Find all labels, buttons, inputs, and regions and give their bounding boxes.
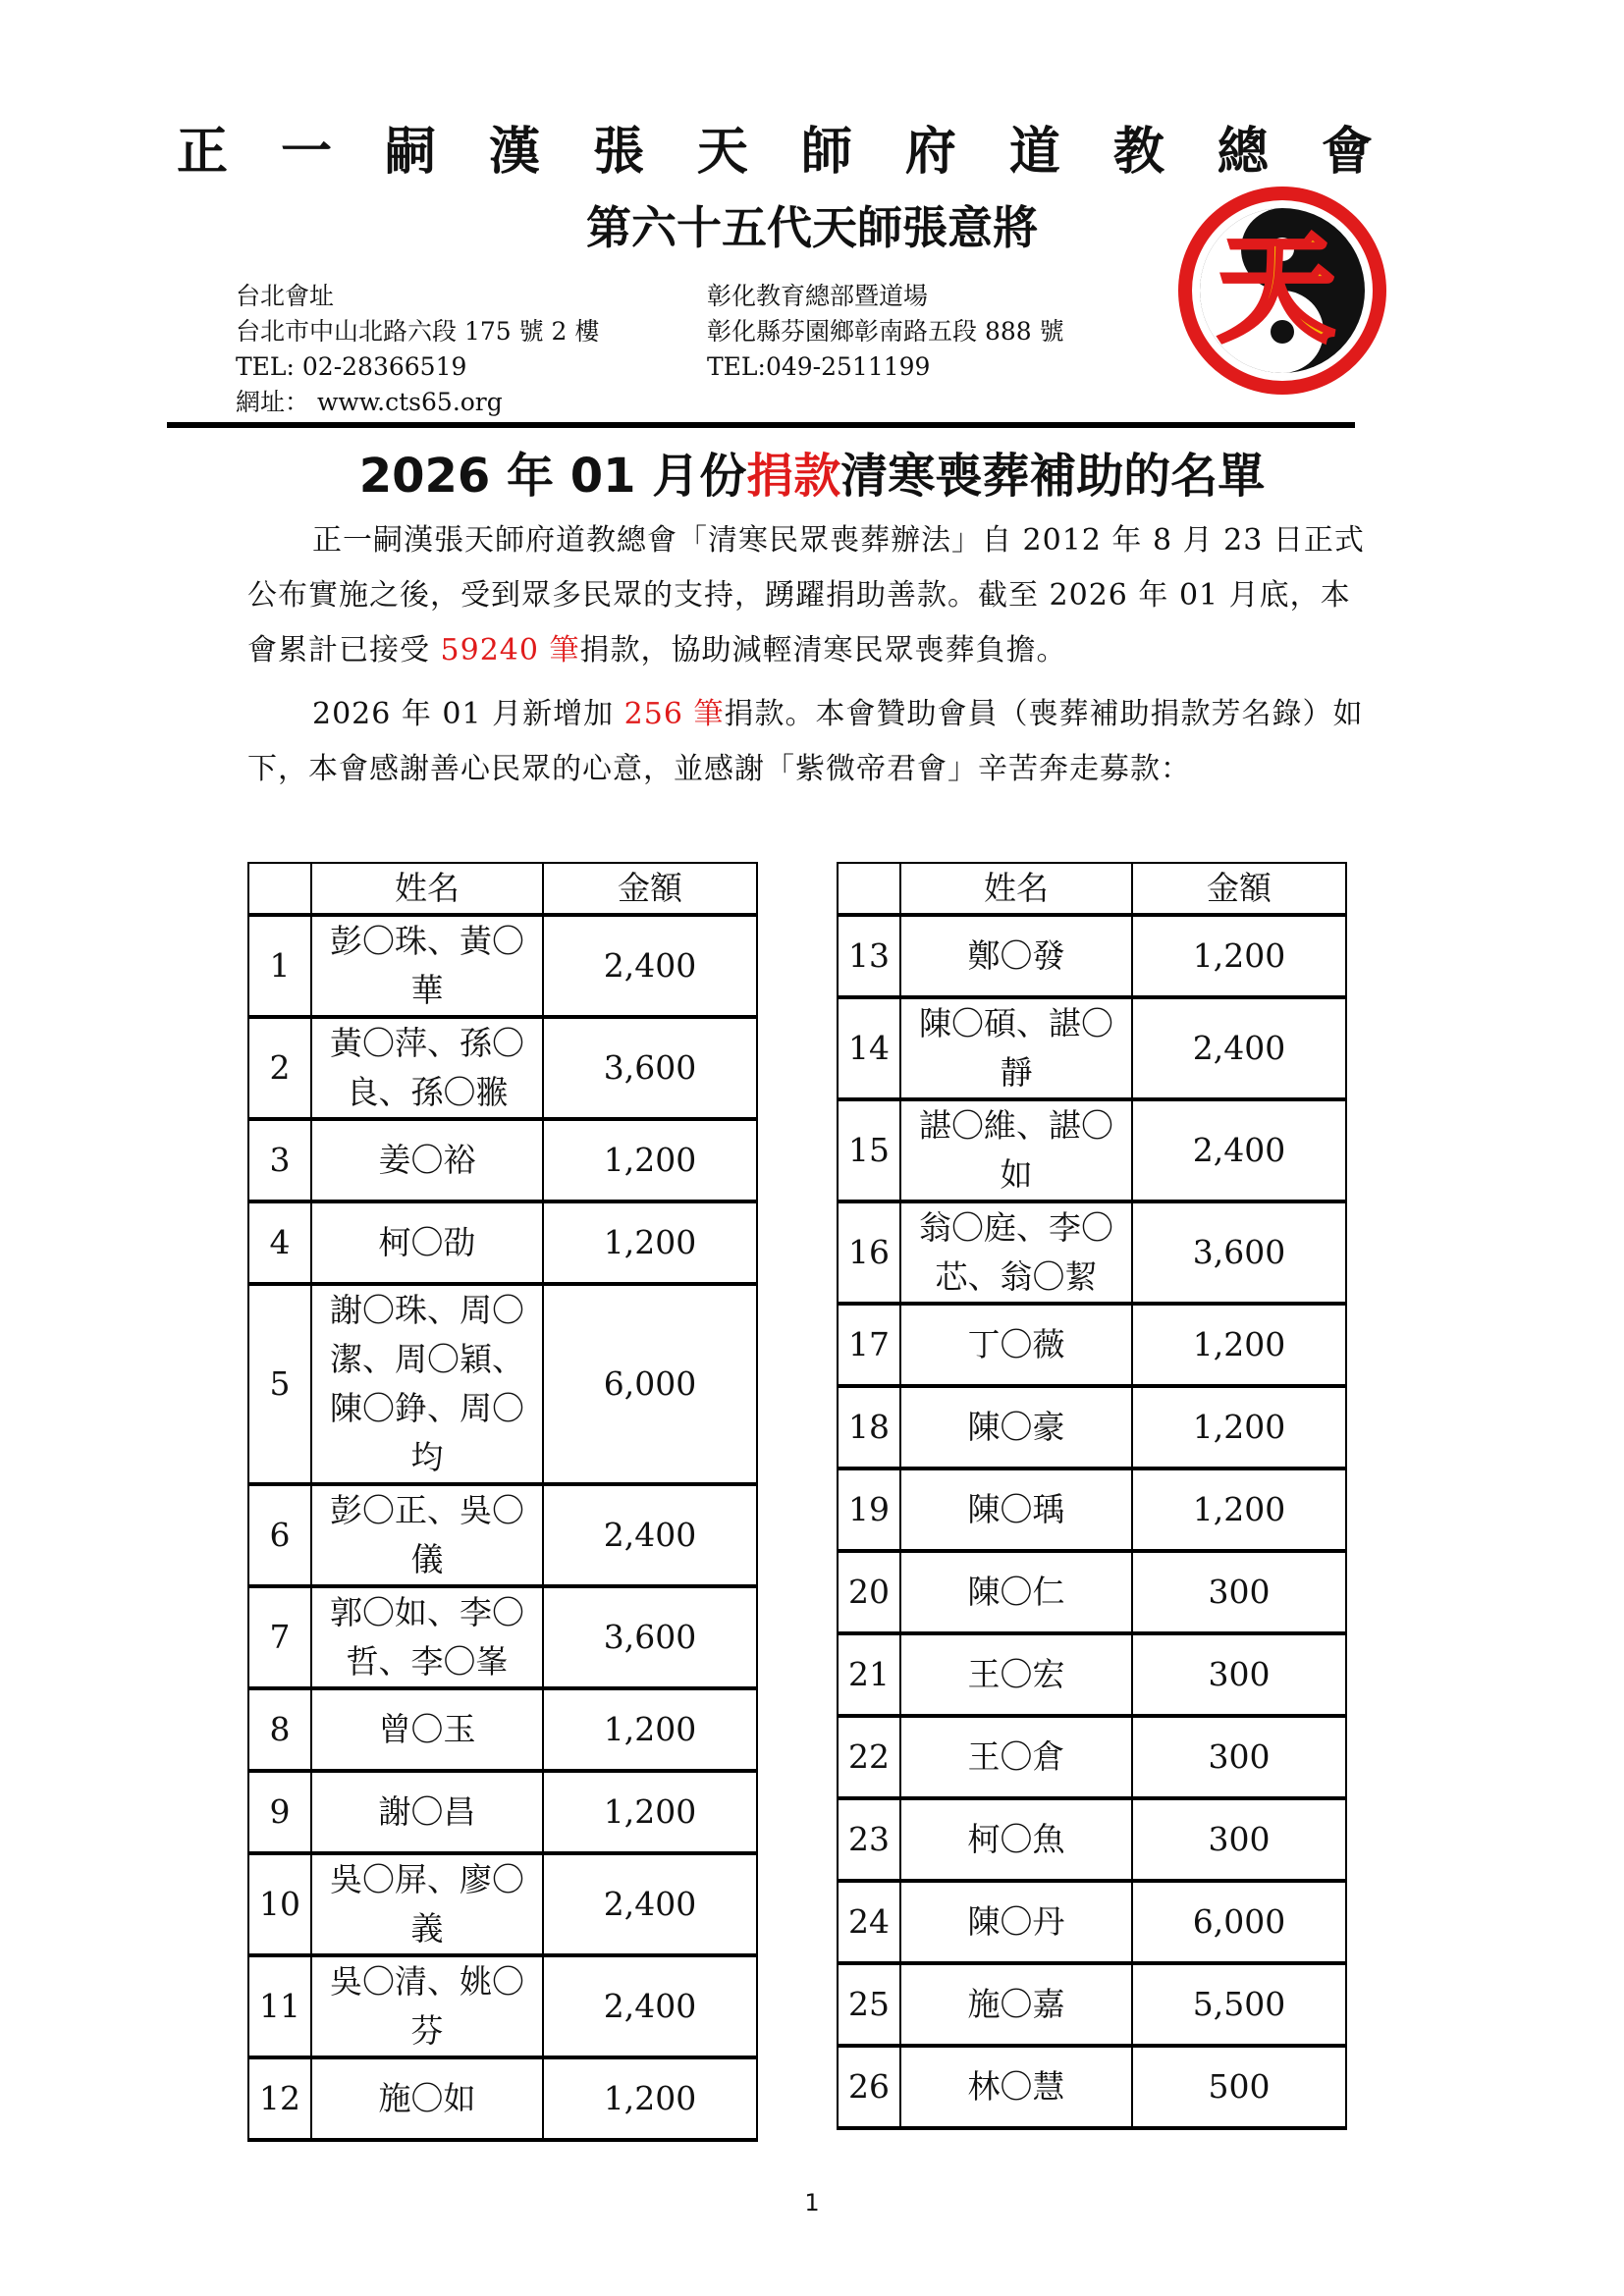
yin-yang-logo-icon (1174, 183, 1390, 399)
donation-amount: 1,200 (543, 1119, 757, 1201)
donation-amount: 1,200 (1132, 1386, 1346, 1468)
title-date: 2026 年 01 月份 (358, 449, 747, 504)
donation-amount: 3,600 (543, 1586, 757, 1688)
row-number: 18 (838, 1386, 900, 1468)
row-number: 25 (838, 1963, 900, 2046)
intro-text-end: 捐款，協助減輕清寒民眾喪葬負擔。 (579, 633, 1067, 667)
table-row (248, 1688, 757, 1771)
table-row (248, 1853, 757, 1955)
table-row (838, 1633, 1346, 1716)
org-char: 嗣 (384, 123, 438, 182)
donation-amount: 300 (1132, 1633, 1346, 1716)
donor-name: 謝〇珠、周〇潔、周〇穎、陳〇錚、周〇均 (311, 1284, 543, 1484)
donation-amount: 6,000 (1132, 1881, 1346, 1963)
donor-name: 陳〇碩、諶〇靜 (900, 997, 1132, 1099)
row-number: 19 (838, 1468, 900, 1551)
row-number: 8 (248, 1688, 311, 1771)
table-row (838, 1468, 1346, 1551)
donor-name: 柯〇劭 (311, 1201, 543, 1284)
cumulative-count: 59240 筆 (440, 633, 580, 667)
table-row (838, 1099, 1346, 1201)
donation-amount: 300 (1132, 1551, 1346, 1633)
donation-amount: 300 (1132, 1716, 1346, 1798)
row-number: 26 (838, 2046, 900, 2128)
donor-name: 翁〇庭、李〇芯、翁〇絜 (900, 1201, 1132, 1304)
table-row (248, 2057, 757, 2140)
page-title (0, 438, 1624, 506)
donation-amount: 2,400 (1132, 1099, 1346, 1201)
donation-amount: 500 (1132, 2046, 1346, 2128)
donor-table-right (837, 862, 1347, 2130)
donor-name: 王〇宏 (900, 1633, 1132, 1716)
org-char: 府 (904, 123, 958, 182)
monthly-paragraph (247, 687, 1377, 797)
donation-amount: 1,200 (543, 2057, 757, 2140)
table-row (248, 1119, 757, 1201)
table-row (838, 2046, 1346, 2128)
donation-amount: 2,400 (543, 1955, 757, 2057)
donation-amount: 5,500 (1132, 1963, 1346, 2046)
intro-paragraph (247, 513, 1377, 678)
donor-name: 王〇倉 (900, 1716, 1132, 1798)
row-number: 6 (248, 1484, 311, 1586)
monthly-count: 256 筆 (623, 697, 725, 731)
donor-name: 吳〇屏、廖〇義 (311, 1853, 543, 1955)
table-header-row (838, 863, 1346, 915)
taipei-address: 台北市中山北路六段 175 號 2 樓 (236, 317, 600, 346)
table-row (838, 915, 1346, 997)
row-number: 11 (248, 1955, 311, 2057)
row-number: 20 (838, 1551, 900, 1633)
page-number: 1 (804, 2189, 820, 2216)
donation-amount: 1,200 (543, 1771, 757, 1853)
row-number: 13 (838, 915, 900, 997)
org-char: 總 (1217, 123, 1271, 182)
table-row (838, 1304, 1346, 1386)
donation-amount: 2,400 (543, 915, 757, 1017)
row-number: 22 (838, 1716, 900, 1798)
donor-name: 陳〇豪 (900, 1386, 1132, 1468)
org-char: 正 (177, 123, 231, 182)
monthly-text-end: 捐款。本會贊助會員（喪葬補助捐款芳名錄）如下，本會感謝善心民眾的心意，並感謝「紫微帝君會」辛苦奔走募款： (247, 697, 1364, 786)
header-divider (167, 422, 1355, 428)
table-header-row (248, 863, 757, 915)
table-row (248, 915, 757, 1017)
changhua-tel: TEL:049-2511199 (707, 352, 931, 381)
donation-amount: 2,400 (1132, 997, 1346, 1099)
donation-amount: 1,200 (543, 1688, 757, 1771)
table-row (248, 1201, 757, 1284)
donor-name: 郭〇如、李〇哲、李〇峯 (311, 1586, 543, 1688)
taipei-label: 台北會址 (236, 282, 335, 310)
row-number: 21 (838, 1633, 900, 1716)
table-row (248, 1955, 757, 2057)
amount-header: 金額 (1132, 863, 1346, 915)
org-char: 漢 (488, 123, 542, 182)
donor-name: 姜〇裕 (311, 1119, 543, 1201)
donation-amount: 1,200 (543, 1201, 757, 1284)
row-number: 15 (838, 1099, 900, 1201)
donor-name: 謝〇昌 (311, 1771, 543, 1853)
org-char: 一 (280, 123, 334, 182)
row-number: 2 (248, 1017, 311, 1119)
donor-name: 陳〇仁 (900, 1551, 1132, 1633)
changhua-label: 彰化教育總部暨道場 (707, 282, 929, 310)
donor-name: 曾〇玉 (311, 1688, 543, 1771)
table-row (248, 1586, 757, 1688)
donation-amount: 2,400 (543, 1853, 757, 1955)
table-row (248, 1484, 757, 1586)
row-number: 3 (248, 1119, 311, 1201)
donor-name: 丁〇薇 (900, 1304, 1132, 1386)
donor-name: 彭〇珠、黃〇華 (311, 915, 543, 1017)
organization-name (177, 110, 1375, 184)
table-row (248, 1017, 757, 1119)
row-number: 7 (248, 1586, 311, 1688)
donation-amount: 3,600 (543, 1017, 757, 1119)
table-row (838, 1963, 1346, 2046)
row-number: 4 (248, 1201, 311, 1284)
table-row (838, 1716, 1346, 1798)
donor-name: 鄭〇發 (900, 915, 1132, 997)
index-header (248, 863, 311, 915)
row-number: 5 (248, 1284, 311, 1484)
name-header: 姓名 (900, 863, 1132, 915)
donor-name: 陳〇瑀 (900, 1468, 1132, 1551)
donation-amount: 1,200 (1132, 915, 1346, 997)
celestial-master-title: 第六十五代天師張意將 (586, 201, 1038, 254)
org-char: 師 (800, 123, 854, 182)
row-number: 24 (838, 1881, 900, 1963)
donor-name: 黃〇萍、孫〇良、孫〇翭 (311, 1017, 543, 1119)
donor-name: 陳〇丹 (900, 1881, 1132, 1963)
row-number: 12 (248, 2057, 311, 2140)
donor-table-left (247, 862, 758, 2142)
donation-amount: 1,200 (1132, 1468, 1346, 1551)
donor-name: 林〇慧 (900, 2046, 1132, 2128)
table-row (248, 1284, 757, 1484)
row-number: 17 (838, 1304, 900, 1386)
changhua-address: 彰化縣芬園鄉彰南路五段 888 號 (707, 317, 1064, 346)
row-number: 9 (248, 1771, 311, 1853)
table-row (838, 1551, 1346, 1633)
donation-amount: 300 (1132, 1798, 1346, 1881)
table-row (248, 1771, 757, 1853)
changhua-address-block (707, 279, 1064, 385)
row-number: 1 (248, 915, 311, 1017)
donation-amount: 6,000 (543, 1284, 757, 1484)
donor-name: 施〇嘉 (900, 1963, 1132, 2046)
donor-name: 柯〇魚 (900, 1798, 1132, 1881)
website: 網址： www.cts65.org (236, 388, 503, 416)
table-row (838, 997, 1346, 1099)
index-header (838, 863, 900, 915)
name-header: 姓名 (311, 863, 543, 915)
donor-name: 施〇如 (311, 2057, 543, 2140)
donor-name: 諶〇維、諶〇如 (900, 1099, 1132, 1201)
intro-text: 正一嗣漢張天師府道教總會「清寒民眾喪葬辦法」自 2012 年 8 月 23 日正式公布實施之後，受到眾多民眾的支持，踴躍捐助善款。截至 2026 年 01 月底，本會累計已接受 (247, 523, 1365, 667)
donor-name: 彭〇正、吳〇儀 (311, 1484, 543, 1586)
table-row (838, 1201, 1346, 1304)
title-highlight: 捐款 (746, 449, 841, 504)
table-row (838, 1881, 1346, 1963)
taipei-address-block (236, 279, 599, 420)
donation-amount: 3,600 (1132, 1201, 1346, 1304)
taipei-tel: TEL: 02-28366519 (236, 352, 467, 381)
org-char: 教 (1112, 123, 1166, 182)
org-char: 會 (1321, 123, 1375, 182)
donation-amount: 1,200 (1132, 1304, 1346, 1386)
row-number: 16 (838, 1201, 900, 1304)
row-number: 10 (248, 1853, 311, 1955)
table-row (838, 1386, 1346, 1468)
donor-name: 吳〇清、姚〇芬 (311, 1955, 543, 2057)
logo-character: 天 (1218, 222, 1335, 358)
donation-amount: 2,400 (543, 1484, 757, 1586)
org-char: 天 (696, 123, 750, 182)
monthly-text: 2026 年 01 月新增加 (312, 697, 624, 731)
org-char: 張 (592, 123, 646, 182)
title-subject: 清寒喪葬補助的名單 (840, 449, 1266, 504)
row-number: 23 (838, 1798, 900, 1881)
table-row (838, 1798, 1346, 1881)
org-char: 道 (1008, 123, 1062, 182)
amount-header: 金額 (543, 863, 757, 915)
row-number: 14 (838, 997, 900, 1099)
